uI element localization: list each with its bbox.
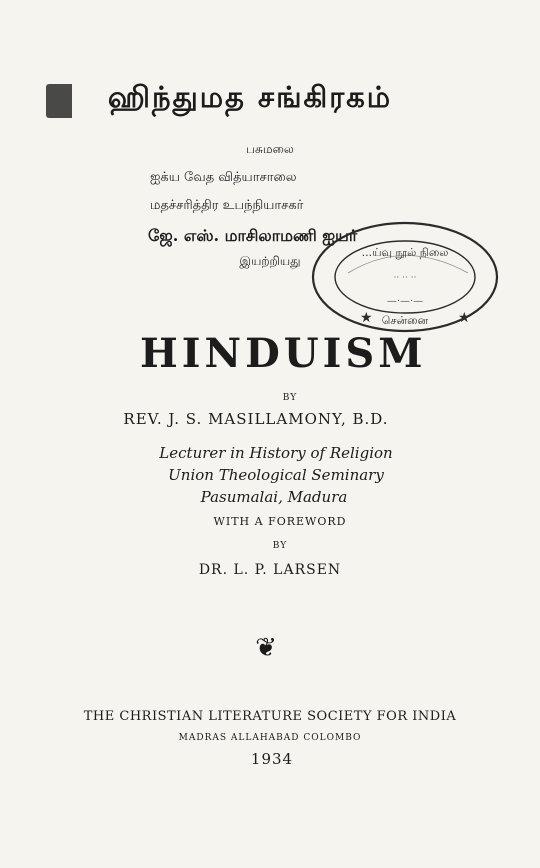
svg-text:★: ★ xyxy=(360,310,373,326)
library-stamp-icon xyxy=(308,218,502,336)
fleuron-icon: ❦ xyxy=(255,633,277,663)
tamil-line-place: பசுமலை xyxy=(246,142,294,156)
publisher-cities: MADRAS ALLAHABAD COLOMBO xyxy=(178,733,362,743)
book-title: HINDUISM xyxy=(140,330,427,377)
author-affiliation-line: Union Theological Seminary xyxy=(168,466,384,484)
tamil-line-position: மதச்சரித்திர உபந்நியாசகர் xyxy=(150,198,304,213)
svg-text:·· ·· ··: ·· ·· ·· xyxy=(393,273,417,283)
library-stamp xyxy=(308,218,502,336)
tamil-line-authored: இயற்றியது xyxy=(239,254,301,268)
by-label-2: BY xyxy=(272,541,288,551)
tamil-line-author: ஜே. எஸ். மாசிலாமணி ஐயர் xyxy=(148,226,358,245)
foreword-label: WITH A FOREWORD xyxy=(213,515,347,528)
svg-text:—·—·—: —·—·— xyxy=(386,296,424,307)
foreword-author: DR. L. P. LARSEN xyxy=(198,562,342,578)
svg-text:★: ★ xyxy=(458,310,471,326)
author-affiliation-line: Pasumalai, Madura xyxy=(200,488,348,506)
tamil-line-institution: ஐக்ய வேத வித்யாசாலை xyxy=(150,170,297,185)
tamil-title: ஹிந்துமத சங்கிரகம் xyxy=(107,80,393,114)
publisher: THE CHRISTIAN LITERATURE SOCIETY FOR INDIA xyxy=(83,709,457,724)
stamp-text-bottom: சென்னை xyxy=(381,314,429,327)
author-affiliation-line: Lecturer in History of Religion xyxy=(159,444,393,462)
by-label: BY xyxy=(282,393,298,403)
publication-year: 1934 xyxy=(250,750,294,768)
author-name: REV. J. S. MASILLAMONY, B.D. xyxy=(123,410,389,428)
stamp-text-top: ...ய்வு நூல் நிலை xyxy=(361,246,449,259)
